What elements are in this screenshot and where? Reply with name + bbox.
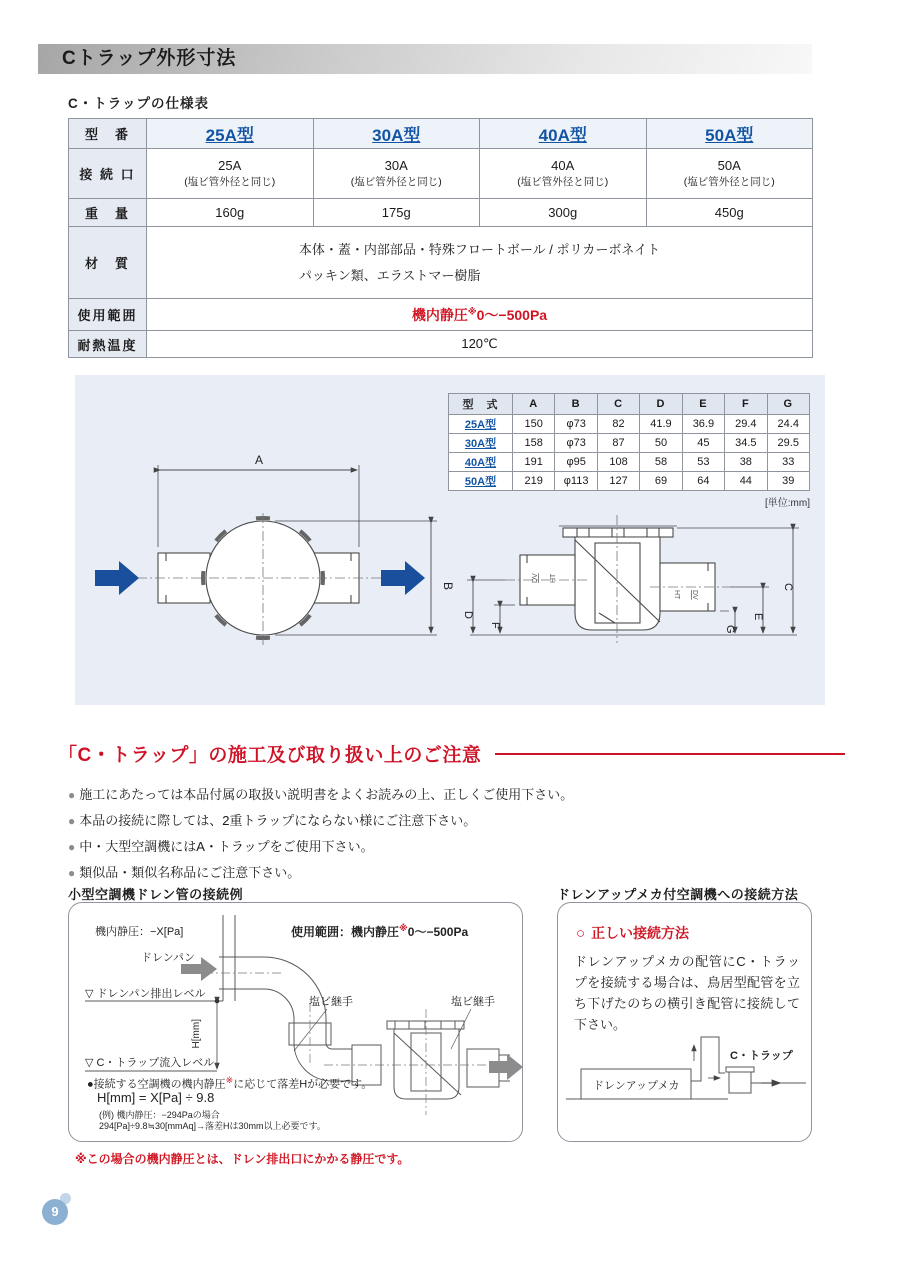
dim-label-b: B: [441, 582, 455, 591]
pipe-label-dv: DV: [691, 590, 698, 600]
connection-example-box: [68, 902, 523, 1142]
connection-size: 30A: [384, 158, 408, 173]
top-view-diagram: [137, 465, 437, 645]
trap-label: C・トラップ: [730, 1050, 793, 1062]
connection-note: (塩ビ管外径と同じ): [517, 176, 609, 188]
weight-value: 160g: [147, 199, 314, 227]
notice-section-header: [58, 740, 845, 767]
list-item: ● 本品の接続に際しては、2重トラップにならない様にご注意下さい。: [68, 813, 477, 828]
example-line1: (例) 機内静圧：−294Paの場合: [99, 1110, 220, 1120]
usage-range-label: 使用範囲：機内静圧※0〜−500Pa: [291, 923, 469, 939]
flow-arrow-right: [381, 561, 425, 595]
connection-size: 25A: [218, 158, 242, 173]
table-row: 25A型 150 φ73 82 41.9 36.9 29.4 24.4: [449, 415, 810, 434]
diagram-panel: [75, 375, 825, 705]
range-text: 機内静圧: [411, 306, 468, 323]
dim-label-a: A: [255, 453, 264, 467]
table-row: 30A型 158 φ73 87 50 45 34.5 29.5: [449, 434, 810, 453]
table-row: [69, 299, 813, 331]
table-row: [69, 331, 813, 358]
table-row: [69, 119, 813, 149]
h-dimension-label: H[mm]: [191, 1019, 202, 1049]
row-label-material: 材 質: [69, 227, 147, 299]
row-label-connection: 接 続 口: [69, 149, 147, 199]
row-label-weight: 重 量: [69, 199, 147, 227]
trap-drawings: [75, 375, 825, 705]
drain-up-title: ドレンアップメカ付空調機への接続方法: [557, 887, 799, 902]
connection-size: 40A: [551, 158, 575, 173]
table-row: 50A型 219 φ113 127 69 64 44 39: [449, 472, 810, 491]
dim-label-e: E: [752, 613, 764, 621]
spec-table-title: C・トラップの仕様表: [68, 96, 209, 111]
dim-header: C: [597, 394, 639, 415]
drain-pan-label: ドレンパン: [141, 952, 195, 964]
range-asterisk: ※: [467, 305, 477, 316]
drain-up-box: [557, 902, 812, 1142]
material-line1: 本体・蓋・内部部品・特殊フロートボール / ポリカーボネイト: [298, 241, 661, 257]
dim-header: G: [767, 394, 809, 415]
connection-note: (塩ビ管外径と同じ): [683, 176, 775, 188]
weight-value: 300g: [480, 199, 647, 227]
page-header: [38, 44, 812, 74]
list-item: ● 類似品・類似名称品にご注意下さい。: [68, 865, 301, 880]
connection-note: (塩ビ管外径と同じ): [350, 176, 442, 188]
notice-rule: [495, 753, 845, 755]
bullet-icon: ●: [68, 840, 76, 854]
pipe-label-ht: HT: [673, 590, 680, 600]
bullet-icon: ●: [68, 788, 76, 802]
example-line2: 294[Pa]÷9.8≒30[mmAq]→落差Hは30mm以上必要です。: [99, 1121, 326, 1131]
model-25a: 25A型: [205, 126, 254, 145]
flow-arrow-left: [95, 561, 139, 595]
side-view-diagram: [467, 515, 799, 643]
bullet-icon: ●: [68, 814, 76, 828]
dim-header: E: [682, 394, 724, 415]
dim-header: D: [640, 394, 682, 415]
dim-header: A: [513, 394, 555, 415]
mech-label: ドレンアップメカ: [593, 1080, 680, 1092]
pvc-fitting-label: 塩ビ継手: [309, 996, 353, 1008]
material-line2: パッキン類、エラストマー樹脂: [298, 267, 481, 283]
footnote: ※この場合の機内静圧とは、ドレン排出口にかかる静圧です。: [75, 1152, 410, 1166]
correct-method-body: ドレンアップメカの配管にC・トラップを接続する場合は、鳥居型配管を立ち下げたのちの横引き配管に接続して下さい。: [574, 954, 800, 1032]
drain-pan-level-label: ▽ ドレンパン排出レベル: [85, 988, 206, 1000]
dim-label-d: D: [462, 611, 474, 619]
heat-value: 120℃: [147, 331, 813, 358]
page-title: Cトラップ外形寸法: [62, 48, 237, 69]
outflow-arrow: [489, 1054, 523, 1080]
bullet-icon: ●: [68, 866, 76, 880]
dim-label-f: F: [489, 622, 501, 629]
dim-header: F: [725, 394, 767, 415]
static-pressure-label: 機内静圧：−X[Pa]: [95, 926, 184, 938]
row-label-model: 型 番: [69, 119, 147, 149]
formula-label: H[mm] = X[Pa] ÷ 9.8: [97, 1090, 215, 1105]
head-note: ●接続する空調機の機内静圧※に応じて落差Hが必要です。: [87, 1075, 373, 1091]
range-text2: 0〜−500Pa: [476, 306, 548, 323]
model-50a: 50A型: [705, 126, 754, 145]
row-label-range: 使用範囲: [69, 299, 147, 331]
dim-label-g: G: [724, 625, 736, 634]
pipe-label-ht: HT: [550, 573, 557, 583]
drain-up-diagram: [558, 1023, 813, 1141]
unit-note: [単位:mm]: [765, 498, 810, 509]
table-row: [69, 149, 813, 199]
spec-table: [68, 118, 813, 358]
connection-size: 50A: [717, 158, 741, 173]
row-label-heat: 耐熱温度: [69, 331, 147, 358]
dim-header: 型 式: [449, 394, 513, 415]
table-row: 40A型 191 φ95 108 58 53 38 33: [449, 453, 810, 472]
list-item: ● 中・大型空調機にはA・トラップをご使用下さい。: [68, 839, 374, 854]
notice-title: 「C・トラップ」の施工及び取り扱い上のご注意: [58, 745, 482, 766]
connection-note: (塩ビ管外径と同じ): [184, 176, 276, 188]
trap-inflow-level-label: ▽ C・トラップ流入レベル: [85, 1057, 215, 1069]
model-30a: 30A型: [372, 126, 421, 145]
pipe-label-dv: DV: [532, 573, 539, 583]
dim-header: B: [555, 394, 597, 415]
pvc-fitting-label: 塩ビ継手: [451, 996, 495, 1008]
list-item: ● 施工にあたっては本品付属の取扱い説明書をよくお読みの上、正しくご使用下さい。: [68, 787, 574, 802]
circle-marker-icon: ○: [576, 925, 586, 942]
weight-value: 450g: [646, 199, 813, 227]
correct-method-heading: ○ 正しい接続方法: [576, 925, 690, 942]
notice-list: [68, 782, 573, 886]
table-row: [69, 199, 813, 227]
dim-label-c: C: [782, 583, 794, 591]
connection-example-title: 小型空調機ドレン管の接続例: [68, 887, 244, 902]
table-row: [69, 227, 813, 299]
page-number-badge: 9: [42, 1199, 68, 1225]
model-40a: 40A型: [538, 126, 587, 145]
weight-value: 175g: [313, 199, 480, 227]
